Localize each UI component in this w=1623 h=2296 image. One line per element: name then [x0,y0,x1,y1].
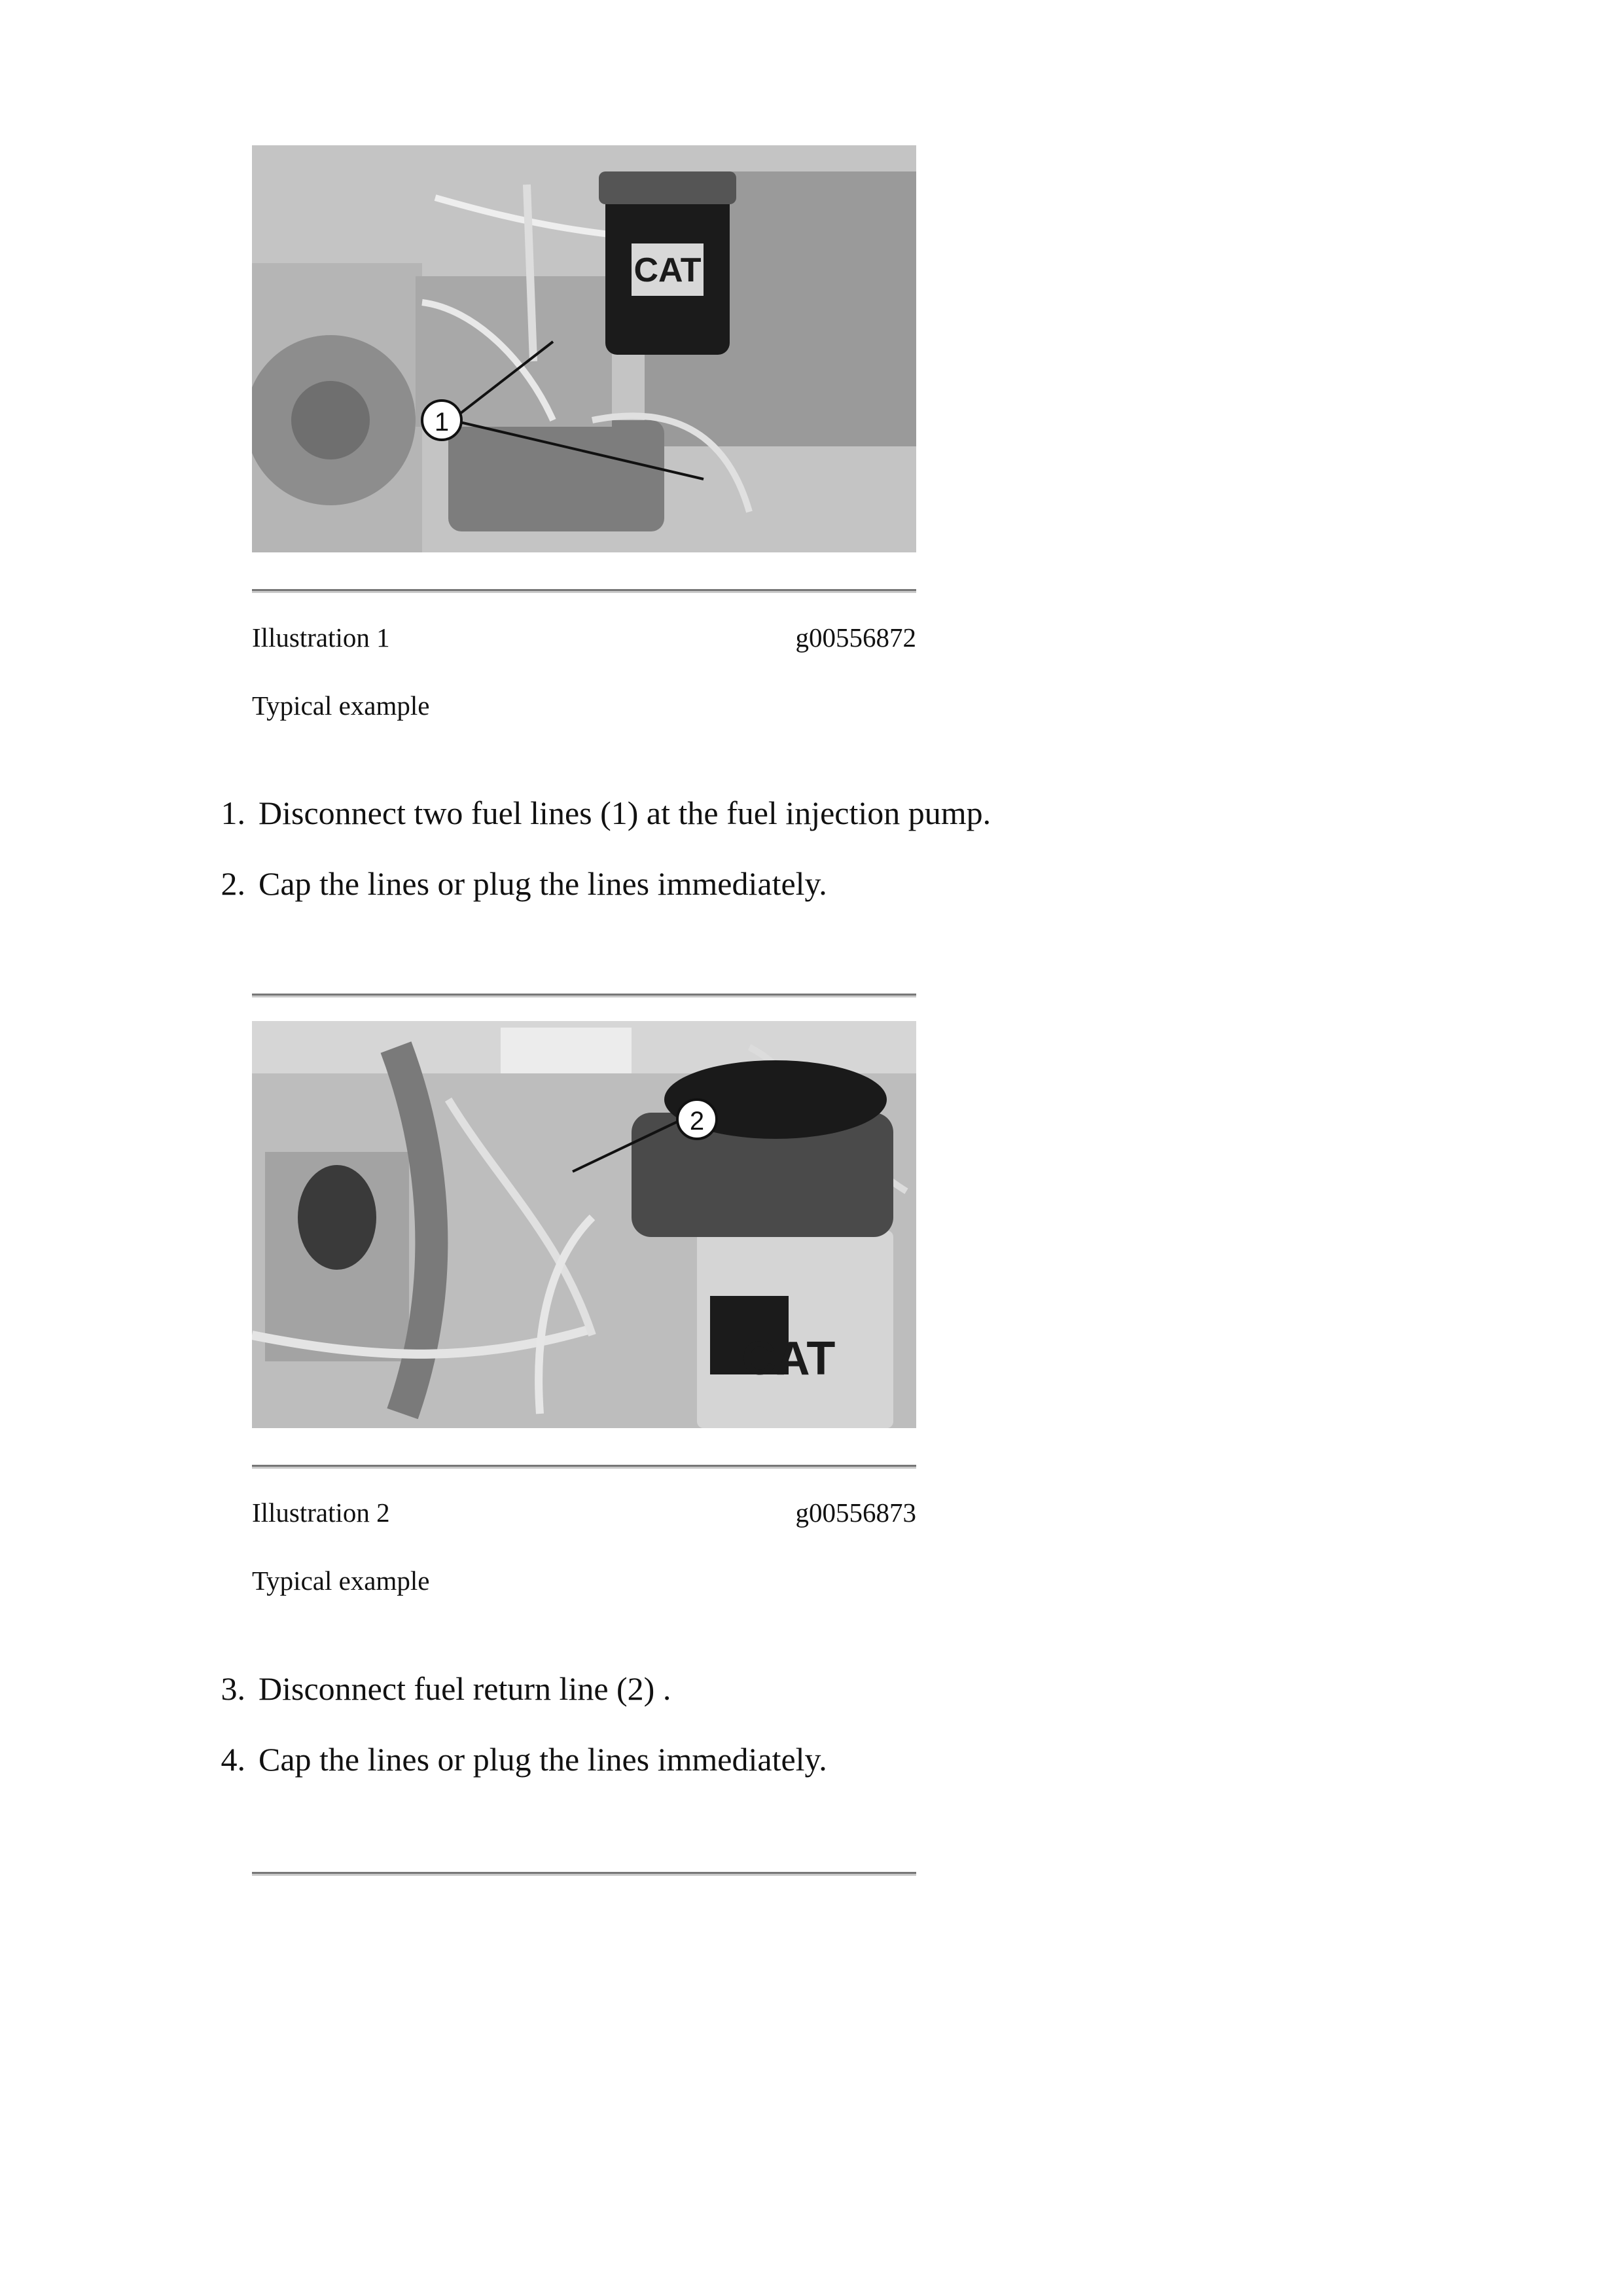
illustration-1-caption [252,622,916,721]
step-item [203,864,1446,903]
callout-1: 1 [434,408,450,437]
step-text: Cap the lines or plug the lines immediately. [259,865,827,902]
divider [252,1872,916,1876]
cat-logo: CAT [741,1333,836,1385]
step-text: Cap the lines or plug the lines immediately. [259,1741,827,1778]
step-text: Disconnect two fuel lines (1) at the fuel injection pump. [259,795,991,831]
engine-photo-2 [252,1021,916,1428]
illustration-code: g00556872 [795,622,916,653]
illustration-label: Illustration 1 [252,622,390,653]
step-text: Disconnect fuel return line (2) . [259,1670,671,1707]
engine-photo-1 [252,145,916,552]
illustration-code: g00556873 [795,1498,916,1528]
cat-logo: CAT [633,251,702,289]
illustration-2-caption [252,1497,916,1596]
divider [252,589,916,593]
step-number: 2. [221,865,245,902]
step-item [203,1669,1446,1708]
illustration-caption: Typical example [252,691,430,721]
callout-2: 2 [689,1107,705,1136]
divider [252,994,916,997]
step-number: 1. [221,795,245,831]
illustration-caption: Typical example [252,1566,430,1596]
illustration-2-photo [252,1021,916,1428]
illustration-1-photo [252,145,916,552]
step-number: 3. [221,1670,245,1707]
divider [252,1465,916,1469]
step-number: 4. [221,1741,245,1778]
step-item [203,793,1446,833]
step-item [203,1740,1446,1779]
illustration-label: Illustration 2 [252,1498,390,1528]
